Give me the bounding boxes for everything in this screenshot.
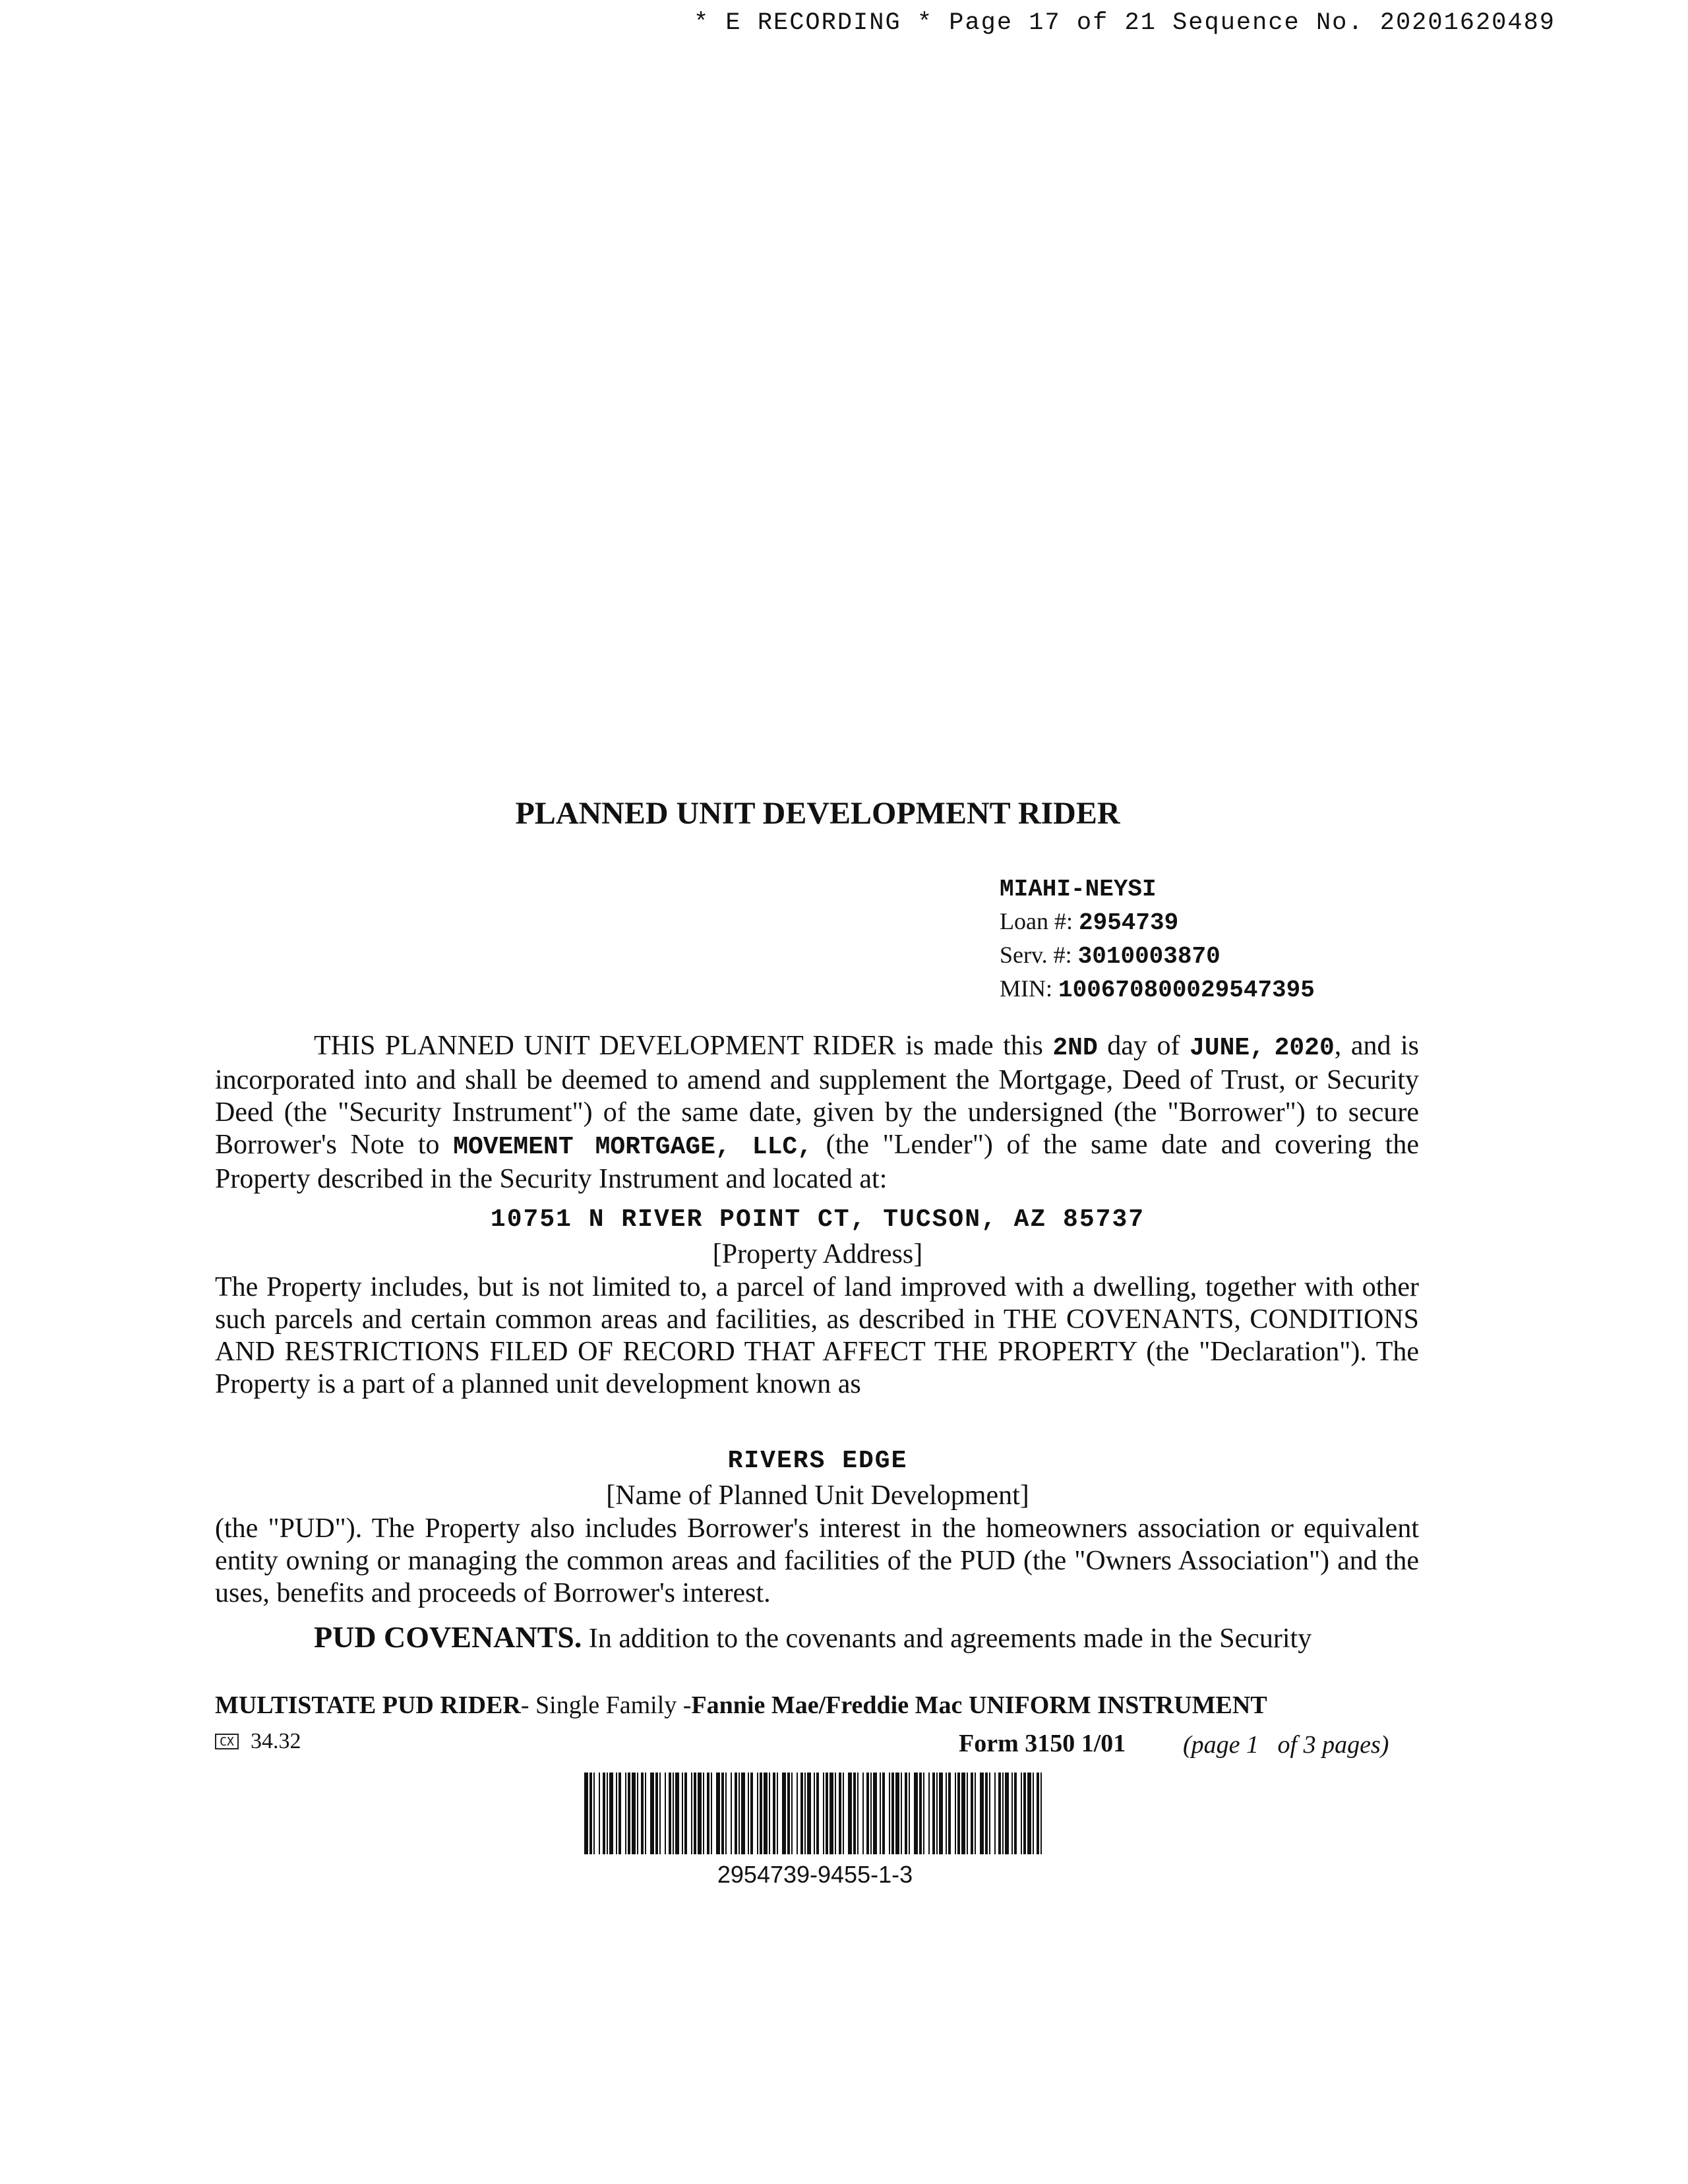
barcode-bar [853, 1773, 856, 1854]
barcode-bar [707, 1773, 709, 1854]
barcode-bar [655, 1773, 658, 1854]
barcode-bar [998, 1773, 1001, 1854]
barcode-bar [1037, 1773, 1039, 1854]
barcode-bar [873, 1773, 877, 1854]
barcode-bar [955, 1773, 956, 1854]
declaration-paragraph: The Property includes, but is not limited to, a parcel of land improved with a dwelling, together with other such parcels and certain common areas and facilities, as described in THE COVENANTS, CONDITIONS AND RESTRICTIONS FILED OF RECORD THAT AFFECT THE PROPERTY (the "Declaration"). The Property is a part of a planned unit development known as [215, 1272, 1419, 1399]
barcode-bar [603, 1773, 605, 1854]
rider-month: JUNE, [1190, 1034, 1265, 1062]
pud-name-label: [Name of Planned Unit Development] [606, 1480, 1029, 1511]
intro-text-2: day of [1097, 1031, 1190, 1061]
barcode-bar [823, 1773, 824, 1854]
barcode-bar [866, 1773, 869, 1854]
pud-covenants-text: In addition to the covenants and agreements made in the Security [582, 1623, 1312, 1654]
property-address-label: [Property Address] [712, 1239, 923, 1269]
barcode-bar [814, 1773, 815, 1854]
barcode-bar [914, 1773, 918, 1854]
barcode-bar [1027, 1773, 1031, 1854]
barcode-bar [760, 1773, 762, 1854]
barcode-bar [835, 1773, 836, 1854]
barcode-bar [829, 1773, 833, 1854]
barcode-bar [787, 1773, 790, 1854]
barcode-bar [607, 1773, 608, 1854]
barcode-bar [721, 1773, 724, 1854]
barcode-bar [777, 1773, 778, 1854]
barcode-bar [609, 1773, 613, 1854]
barcode-bar [891, 1773, 894, 1854]
intro-text-4: , and is incorporated into and shall be deemed to amend and supplement the Mortgage, Deed of Trust, or Security Deed (the "Security Instrument") of the same date, given by the undersigned (the "Borrower") to secure Borrower's Note to [215, 1031, 1420, 1160]
barcode-bar [618, 1773, 621, 1854]
barcode-bar [816, 1773, 819, 1854]
barcode-bar [769, 1773, 770, 1854]
barcode-bar [641, 1773, 644, 1854]
barcode-bar [645, 1773, 646, 1854]
barcode-bar [961, 1773, 965, 1854]
barcode [584, 1773, 1046, 1854]
borrower-code: MIAHI-NEYSI [1000, 876, 1157, 903]
barcode-bar [782, 1773, 786, 1854]
form-title-bold: MULTISTATE PUD RIDER [215, 1691, 521, 1719]
barcode-number: 2954739-9455-1-3 [717, 1861, 913, 1888]
recording-header: * E RECORDING * Page 17 of 21 Sequence No. 20201620489 [694, 9, 1555, 37]
barcode-bar [703, 1773, 704, 1854]
min-number-label: MIN: [1000, 975, 1052, 1002]
barcode-bar [901, 1773, 902, 1854]
barcode-bar [593, 1773, 595, 1854]
barcode-bar [895, 1773, 899, 1854]
barcode-bar [975, 1773, 976, 1854]
pud-name: RIVERS EDGE [727, 1447, 908, 1475]
barcode-bar [932, 1773, 935, 1854]
barcode-bar [826, 1773, 828, 1854]
property-address: 10751 N RIVER POINT CT, TUCSON, AZ 85737 [490, 1205, 1145, 1234]
barcode-bar [669, 1773, 671, 1854]
barcode-bar [939, 1773, 943, 1854]
barcode-bar [936, 1773, 938, 1854]
intro-text-5: (the "Lender") of the same date and covering the Property described in the Security Instrument and located at: [215, 1130, 1419, 1194]
serv-number-label: Serv. #: [1000, 942, 1072, 968]
barcode-bar [957, 1773, 960, 1854]
barcode-bar [691, 1773, 692, 1854]
barcode-bar [616, 1773, 617, 1854]
pud-covenants-paragraph [215, 1621, 1419, 1655]
barcode-bar [1011, 1773, 1013, 1854]
barcode-bar [650, 1773, 654, 1854]
barcode-bar [757, 1773, 758, 1854]
barcode-bar [632, 1773, 636, 1854]
rider-day: 2ND [1052, 1034, 1098, 1062]
serv-number-value: 3010003870 [1077, 943, 1221, 970]
barcode-bar [909, 1773, 910, 1854]
barcode-bar [928, 1773, 930, 1854]
barcode-bar [1021, 1773, 1022, 1854]
barcode-bar [807, 1773, 811, 1854]
barcode-bar [985, 1773, 988, 1854]
barcode-bar [741, 1773, 745, 1854]
barcode-bar [971, 1773, 973, 1854]
barcode-bar [731, 1773, 732, 1854]
barcode-bar [750, 1773, 753, 1854]
barcode-bar [994, 1773, 996, 1854]
barcode-bar [791, 1773, 793, 1854]
barcode-bar [1014, 1773, 1017, 1854]
min-number-line [1000, 973, 1315, 1006]
rider-year: 2020 [1274, 1034, 1335, 1062]
doc-code: 34.32 [251, 1729, 301, 1753]
barcode-bar [946, 1773, 947, 1854]
barcode-bar [764, 1773, 768, 1854]
barcode-bar [628, 1773, 630, 1854]
barcode-bar [967, 1773, 968, 1854]
barcode-bar [1005, 1773, 1009, 1854]
form-title-bold-2: Fannie Mae/Freddie Mac UNIFORM INSTRUMENT [691, 1691, 1267, 1719]
barcode-bar [625, 1773, 626, 1854]
doc-code-line [215, 1729, 301, 1754]
barcode-bar [735, 1773, 737, 1854]
barcode-bar [711, 1773, 712, 1854]
barcode-bar [889, 1773, 890, 1854]
barcode-bar [804, 1773, 806, 1854]
loan-number-label: Loan #: [1000, 908, 1073, 934]
barcode-bar [584, 1773, 588, 1854]
document-title: PLANNED UNIT DEVELOPMENT RIDER [515, 796, 1120, 831]
min-number-value: 100670800029547395 [1058, 977, 1315, 1004]
barcode-bar [684, 1773, 687, 1854]
loan-number-value: 2954739 [1078, 909, 1179, 936]
barcode-bar [738, 1773, 740, 1854]
loan-number-line [1000, 905, 1315, 939]
pud-covenants-heading: PUD COVENANTS. [314, 1620, 582, 1654]
barcode-bar [882, 1773, 885, 1854]
barcode-bar [589, 1773, 592, 1854]
barcode-bar [748, 1773, 749, 1854]
barcode-bar [599, 1773, 600, 1854]
barcode-bar [800, 1773, 803, 1854]
loan-id-block [1000, 873, 1315, 1006]
form-number: Form 3150 1/01 [959, 1730, 1126, 1757]
barcode-bar [980, 1773, 984, 1854]
barcode-bar [665, 1773, 666, 1854]
barcode-bar [773, 1773, 775, 1854]
barcode-bar [797, 1773, 798, 1854]
barcode-bar [637, 1773, 638, 1854]
form-title [215, 1691, 1267, 1720]
barcode-bar [862, 1773, 864, 1854]
barcode-bar [843, 1773, 844, 1854]
barcode-bar [870, 1773, 872, 1854]
barcode-bar [694, 1773, 696, 1854]
page-indicator: (page 1 of 3 pages) [1183, 1731, 1389, 1759]
intro-text-1: THIS PLANNED UNIT DEVELOPMENT RIDER is made this [314, 1031, 1053, 1061]
serv-number-line [1000, 939, 1315, 973]
barcode-bar [675, 1773, 679, 1854]
cx-icon: CX [215, 1734, 239, 1749]
barcode-bar [698, 1773, 702, 1854]
lender-name: MOVEMENT MORTGAGE, LLC, [453, 1133, 813, 1161]
barcode-bar [1040, 1773, 1042, 1854]
barcode-bar [1033, 1773, 1034, 1854]
barcode-bar [880, 1773, 881, 1854]
barcode-bar [839, 1773, 841, 1854]
barcode-bar [1023, 1773, 1026, 1854]
barcode-bar [919, 1773, 922, 1854]
form-title-mid: - Single Family - [520, 1691, 692, 1719]
barcode-bar [848, 1773, 852, 1854]
barcode-bar [905, 1773, 907, 1854]
barcode-bar [1002, 1773, 1004, 1854]
barcode-bar [989, 1773, 990, 1854]
barcode-bar [659, 1773, 661, 1854]
intro-text-3 [1265, 1031, 1275, 1061]
barcode-bar [673, 1773, 674, 1854]
barcode-bar [948, 1773, 951, 1854]
barcode-bar [682, 1773, 683, 1854]
barcode-bar [923, 1773, 924, 1854]
barcode-bar [857, 1773, 859, 1854]
intro-paragraph [215, 1030, 1419, 1196]
owners-association-paragraph: (the "PUD"). The Property also includes Borrower's interest in the homeowners association or equivalent entity owning or managing the common areas and facilities of the PUD (the "Owners Association") and the uses, benefits and proceeds of Borrower's interest. [215, 1513, 1419, 1608]
barcode-bar [716, 1773, 720, 1854]
barcode-bar [725, 1773, 727, 1854]
